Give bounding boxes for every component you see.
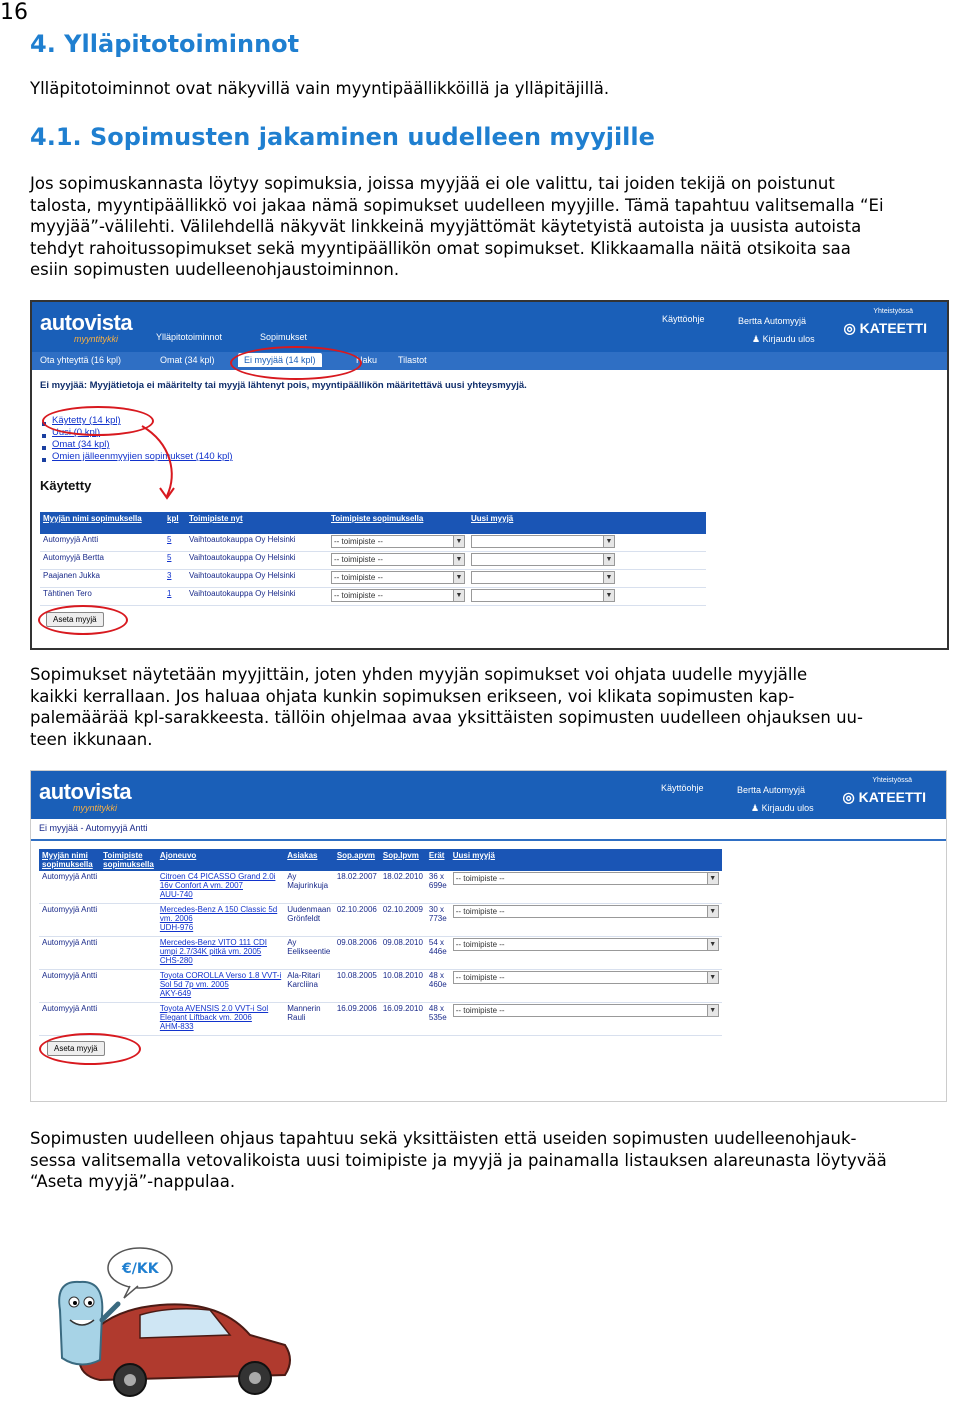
seller-name: Automyyjä Antti [39,871,100,904]
table-row [39,970,722,1003]
vehicle-link[interactable]: Mercedes-Benz VITO 111 CDI umpi 2.7/34K pitkä vm. 2005 CHS-280 [157,937,284,970]
col-header[interactable]: Toimipiste sopimuksella [328,512,468,534]
customer: Ay Eelikseentie [284,937,334,970]
seller-select[interactable] [471,589,615,602]
seller-name: Paajanen Jukka [40,570,164,588]
partner-logo: ◎ KATEETTI [842,789,926,805]
col-header[interactable]: Sop.apvm [334,849,380,871]
col-header[interactable]: Uusi myyjä [450,849,722,871]
paragraph-2 [30,664,960,750]
link-omat[interactable]: Omat (34 kpl) [52,439,110,450]
paragraph-line: Sopimukset näytetään myyjittäin, joten yhden myyjän sopimukset voi ohjata uudelle myyjälle [30,665,808,684]
paragraph-line: teen ikkunaan. [30,729,153,749]
installments: 30 x 773e [426,904,450,937]
nav-yllapitotoiminnot[interactable]: Ylläpitotoiminnot [156,332,223,342]
chevron-down-icon: ▼ [453,590,464,601]
link-uusi[interactable]: Uusi (0 kpl) [52,427,101,438]
table-row [40,588,706,606]
tab-omat[interactable]: Omat (34 kpl) [160,355,215,365]
paragraph-3 [30,1128,960,1193]
mascot-car-illustration [40,1240,320,1400]
installments: 48 x 535e [426,1003,450,1036]
count-link[interactable]: 1 [164,588,186,606]
office-select[interactable]: -- toimipiste -- ▼ [453,1004,719,1017]
end-date: 18.02.2010 [380,871,426,904]
col-header[interactable]: Myyjän nimi sopimuksella [40,512,164,534]
app-logo: autovista [39,779,132,804]
help-link[interactable]: Käyttöohje [662,314,705,324]
table-row [40,570,706,588]
start-date: 18.02.2007 [334,871,380,904]
start-date: 16.09.2006 [334,1003,380,1036]
seller-name: Automyyjä Antti [39,937,100,970]
count-link[interactable]: 3 [164,570,186,588]
new-seller-cell [450,937,722,970]
chevron-down-icon: ▼ [707,1005,718,1016]
chevron-down-icon: ▼ [707,906,718,917]
installments: 48 x 460e [426,970,450,1003]
table-row [39,937,722,970]
page-number: 16 [0,0,28,25]
tab-bar [32,352,947,370]
col-header[interactable]: Erät [426,849,450,871]
count-link[interactable]: 5 [164,534,186,552]
user-name: Bertta Automyyjä [737,785,806,795]
chevron-down-icon: ▼ [603,554,614,565]
customer: Uudenmaan Grönfeldt [284,904,334,937]
seller-select[interactable] [471,535,615,548]
paragraph-line: sessa valitsemalla vetovalikoista uusi toimipiste ja myyjä ja painamalla listauksen alareunasta löytyvää [30,1150,887,1170]
seller-select[interactable] [471,571,615,584]
chevron-down-icon: ▼ [603,536,614,547]
office-select[interactable]: -- toimipiste -- ▼ [331,571,465,584]
office [100,937,157,970]
chevron-down-icon: ▼ [707,939,718,950]
kateetti-icon: ◎ [842,789,859,805]
paragraph-line: palemäärää kpl-sarakkeesta. tällöin ohjelmaa avaa yksittäisten sopimusten uudelleen ohjauksen uu- [30,708,863,727]
chevron-down-icon: ▼ [453,554,464,565]
speech-text: €/KK [122,1261,159,1277]
notice-text: Ei myyjää: Myyjätietoja ei määritelty tai myyjä lähtenyt pois, myyntipäällikön määritettävä uusi yhteysmyyjä. [40,380,527,391]
seller-name: Automyyjä Antti [39,1003,100,1036]
installments: 54 x 446e [426,937,450,970]
vehicle-link[interactable]: Toyota AVENSIS 2.0 VVT-i Sol Elegant Liftback vm. 2006 AHM-833 [157,1003,284,1036]
section-heading: 4. Ylläpitotoiminnot [30,30,300,58]
new-seller-cell [450,1003,722,1036]
user-name: Bertta Automyyjä [738,316,807,326]
office [100,970,157,1003]
office [100,871,157,904]
app-logo: autovista [40,310,133,335]
tab-haku[interactable]: Haku [356,355,378,365]
paragraph-line: Sopimusten uudelleen ohjaus tapahtuu sekä yksittäisten että useiden sopimusten uudelleenohjauk- [30,1129,857,1148]
office [100,904,157,937]
office: Vaihtoautokauppa Oy Helsinki [186,534,328,552]
col-header[interactable]: Sop.lpvm [380,849,426,871]
office-select[interactable]: -- toimipiste -- ▼ [331,589,465,602]
seller-name: Tähtinen Tero [40,588,164,606]
office: Vaihtoautokauppa Oy Helsinki [186,588,328,606]
table-row [40,552,706,570]
office-select[interactable]: -- toimipiste -- ▼ [331,553,465,566]
tab-ei-myyjaa[interactable]: Ei myyjää (14 kpl) [238,353,322,367]
table-row [40,534,706,552]
vehicle-link[interactable]: Mercedes-Benz A 150 Classic 5d vm. 2006 UDH-976 [157,904,284,937]
tab-bar [31,819,946,841]
new-seller-cell [450,904,722,937]
chevron-down-icon: ▼ [707,873,718,884]
section-kaytetty: Käytetty [40,478,92,493]
link-omien-jalleenmyyjien[interactable]: Omien jälleenmyyjien sopimukset (140 kpl) [52,451,233,462]
col-header[interactable]: Ajoneuvo [157,849,284,871]
start-date: 02.10.2006 [334,904,380,937]
annotation-arrow [132,424,182,504]
office-select[interactable]: -- toimipiste -- ▼ [331,535,465,548]
annotation-circle [38,605,128,635]
installments: 36 x 699e [426,871,450,904]
chevron-down-icon: ▼ [707,972,718,983]
partner-label: Yhteistyössä [872,777,912,784]
customer: Ay Majurinkuja [284,871,334,904]
app-logo-subtitle: myyntitykki [73,803,118,813]
paragraph-line: esiin sopimusten uudelleenohjaustoiminnon. [30,260,400,279]
chevron-down-icon: ▼ [453,572,464,583]
vehicle-link[interactable]: Citroen C4 PICASSO Grand 2.0i 16v Confort A vm. 2007 AUU-740 [157,871,284,904]
bullet [42,458,46,462]
contract-table [39,849,722,1036]
office [100,1003,157,1036]
person-icon: ♟ [752,334,763,344]
screenshot-ei-myyjaa [30,300,949,650]
table-row [39,904,722,937]
help-link[interactable]: Käyttöohje [661,783,704,793]
office-select[interactable]: -- toimipiste -- ▼ [453,905,719,918]
office: Vaihtoautokauppa Oy Helsinki [186,570,328,588]
paragraph-line: myyjää”-välilehti. Välilehdellä näkyvät linkkeinä myyjättömät käytetyistä autoista ja uusista autoista [30,217,862,236]
intro-text: Ylläpitotoiminnot ovat näkyvillä vain myyntipäällikköillä ja ylläpitäjillä. [30,79,610,98]
app-header [31,771,946,819]
tab-ota-yhteytta[interactable]: Ota yhteyttä (16 kpl) [40,355,122,365]
vehicle-link[interactable]: Toyota COROLLA Verso 1.8 VVT-i Sol 5d 7p vm. 2005 AKY-649 [157,970,284,1003]
paragraph-line: talosta, myyntipäällikkö voi jakaa nämä sopimukset uudelleen myyjille. Tämä tapahtuu valitsemalla “Ei [30,195,884,215]
office-select[interactable]: -- toimipiste -- ▼ [453,938,719,951]
count-link[interactable]: 5 [164,552,186,570]
end-date: 10.08.2010 [380,970,426,1003]
logout-link[interactable]: ♟ Kirjaudu ulos [751,803,814,813]
end-date: 16.09.2010 [380,1003,426,1036]
partner-label: Yhteistyössä [873,308,913,315]
app-header [32,302,947,352]
kateetti-icon: ◎ [843,320,860,336]
office: Vaihtoautokauppa Oy Helsinki [186,552,328,570]
annotation-circle [230,346,362,380]
new-seller-cell [450,970,722,1003]
new-seller-cell [450,871,722,904]
annotation-circle [39,1033,141,1065]
col-header[interactable]: Myyjän nimi sopimuksella [39,849,100,871]
customer: Mannerin Rauli [284,1003,334,1036]
start-date: 10.08.2005 [334,970,380,1003]
table-row [39,1003,722,1036]
col-header[interactable]: kpl [164,512,186,534]
person-icon: ♟ [751,803,762,813]
nav-sopimukset[interactable]: Sopimukset [260,332,308,342]
screenshot-seller-contracts [30,770,947,1102]
paragraph-line: kaikki kerrallaan. Jos haluaa ohjata kunkin sopimuksen erikseen, voi klikata sopimusten kap- [30,686,795,706]
start-date: 09.08.2006 [334,937,380,970]
app-logo-subtitle: myyntitykki [74,334,119,344]
chevron-down-icon: ▼ [453,536,464,547]
paragraph-line: “Aseta myyjä”-nappulaa. [30,1172,236,1191]
seller-name: Automyyjä Antti [39,904,100,937]
chevron-down-icon: ▼ [603,572,614,583]
col-header[interactable]: Toimipiste sopimuksella [100,849,157,871]
col-header[interactable]: Asiakas [284,849,334,871]
end-date: 02.10.2009 [380,904,426,937]
link-kaytetty[interactable]: Käytetty (14 kpl) [52,415,121,426]
col-header[interactable]: Toimipiste nyt [186,512,328,534]
partner-logo: ◎ KATEETTI [843,320,927,336]
chevron-down-icon: ▼ [603,590,614,601]
seller-name: Automyyjä Antti [40,534,164,552]
end-date: 09.08.2010 [380,937,426,970]
customer: Ala-Ritari Karcliina [284,970,334,1003]
tab-ei-myyjaa-seller[interactable]: Ei myyjää - Automyyjä Antti [39,823,148,833]
paragraph-1 [30,173,960,281]
seller-name: Automyyjä Bertta [40,552,164,570]
office-select[interactable]: -- toimipiste -- ▼ [453,971,719,984]
bullet [42,446,46,450]
paragraph-line: tehdyt rahoitussopimukset sekä myyntipäällikön omat sopimukset. Klikkaamalla näitä otsikoita saa [30,238,851,258]
tab-tilastot[interactable]: Tilastot [398,355,427,365]
aseta-myyja-button[interactable]: Aseta myyjä [47,1041,105,1056]
logout-link[interactable]: ♟ Kirjaudu ulos [752,334,815,344]
seller-name: Automyyjä Antti [39,970,100,1003]
col-header[interactable]: Uusi myyjä [468,512,706,534]
bullet [42,434,46,438]
office-select[interactable]: -- toimipiste -- ▼ [453,872,719,885]
table-row [39,871,722,904]
subsection-heading: 4.1. Sopimusten jakaminen uudelleen myyjille [30,123,655,151]
seller-select[interactable] [471,553,615,566]
aseta-myyja-button[interactable]: Aseta myyjä [46,612,104,627]
paragraph-line: Jos sopimuskannasta löytyy sopimuksia, joissa myyjää ei ole valittu, tai joiden tekijä on poistunut [30,174,835,193]
seller-table [40,512,706,606]
